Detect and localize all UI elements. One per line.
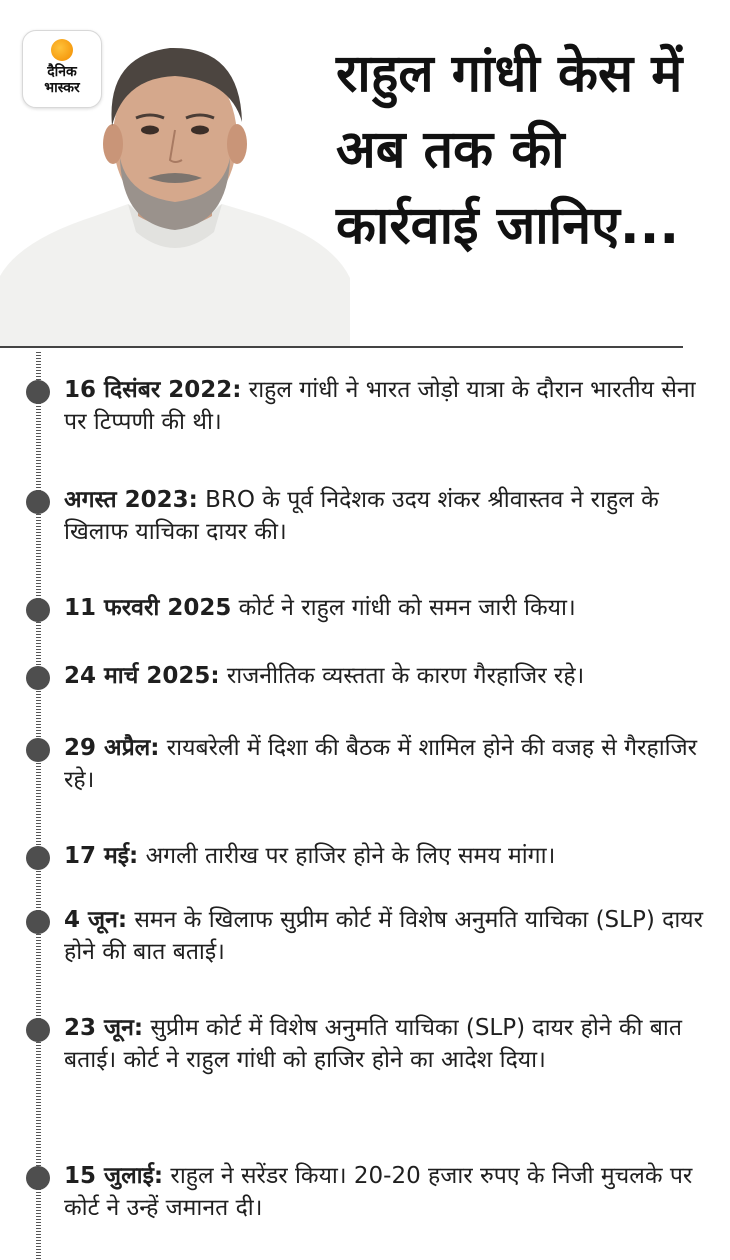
timeline-text: समन के खिलाफ सुप्रीम कोर्ट में विशेष अनुमति याचिका (SLP) दायर होने की बात बताई।: [64, 907, 704, 965]
timeline-date: 4 जून:: [64, 907, 128, 933]
timeline-date: 29 अप्रैल:: [64, 735, 160, 761]
timeline-dot: [26, 738, 50, 762]
timeline-text: रायबरेली में दिशा की बैठक में शामिल होने की वजह से गैरहाजिर रहे।: [64, 735, 698, 793]
timeline-date: 16 दिसंबर 2022:: [64, 377, 242, 403]
logo-text-line1: दैनिक: [47, 64, 77, 80]
timeline-text: राजनीतिक व्यस्तता के कारण गैरहाजिर रहे।: [219, 663, 585, 689]
headline: राहुल गांधी केस में अब तक की कार्रवाई जानिए...: [336, 44, 683, 256]
timeline-date: 15 जुलाई:: [64, 1163, 164, 1189]
dainik-bhaskar-logo: [22, 30, 102, 108]
timeline-dot: [26, 490, 50, 514]
timeline-text: सुप्रीम कोर्ट में विशेष अनुमति याचिका (SLP) दायर होने की बात बताई। कोर्ट ने राहुल गांधी को हाजिर होने का आदेश दिया।: [64, 1015, 683, 1073]
timeline-date: 17 मई:: [64, 843, 139, 869]
divider: [0, 346, 683, 348]
timeline-date: 23 जून:: [64, 1015, 144, 1041]
timeline-text: अगली तारीख पर हाजिर होने के लिए समय मांगा।: [138, 843, 556, 869]
timeline-dot: [26, 1018, 50, 1042]
timeline-dot: [26, 666, 50, 690]
timeline-date: 24 मार्च 2025:: [64, 663, 220, 689]
timeline-text: राहुल ने सरेंडर किया। 20-20 हजार रुपए के निजी मुचलके पर कोर्ट ने उन्हें जमानत दी।: [64, 1163, 693, 1221]
timeline-date: अगस्त 2023:: [64, 487, 198, 513]
logo-text-line2: भास्कर: [44, 80, 80, 96]
timeline-line: [36, 352, 41, 1260]
timeline-text: राहुल गांधी ने भारत जोड़ो यात्रा के दौरान भारतीय सेना पर टिप्पणी की थी।: [64, 377, 696, 435]
sun-icon: [51, 39, 73, 61]
timeline-text: BRO के पूर्व निदेशक उदय शंकर श्रीवास्तव ने राहुल के खिलाफ याचिका दायर की।: [64, 487, 659, 545]
timeline-dot: [26, 1166, 50, 1190]
timeline-dot: [26, 380, 50, 404]
timeline-dot: [26, 910, 50, 934]
timeline-dot: [26, 598, 50, 622]
timeline-text: कोर्ट ने राहुल गांधी को समन जारी किया।: [231, 595, 576, 621]
timeline-dot: [26, 846, 50, 870]
timeline-date: 11 फरवरी 2025: [64, 595, 232, 621]
